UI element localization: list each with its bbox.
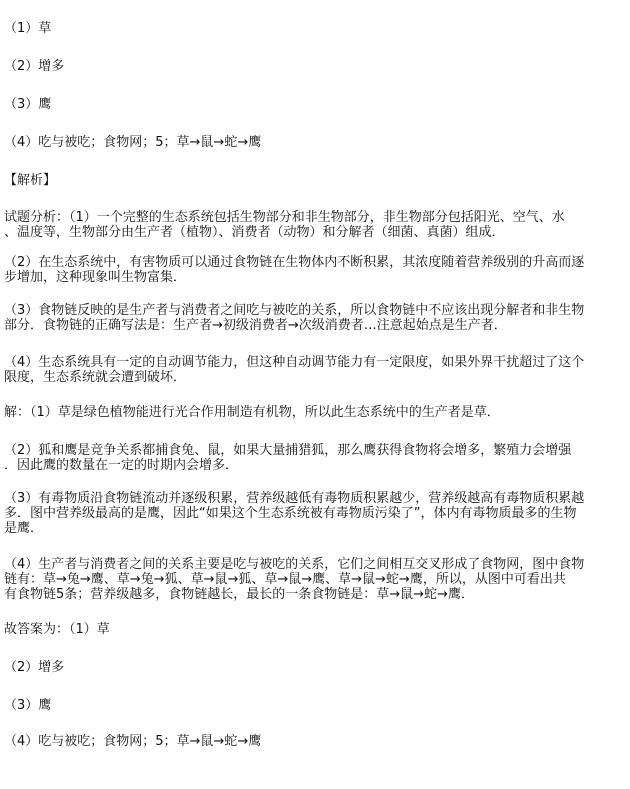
analysis-p4-line-1: （4）生态系统具有一定的自动调节能力，但这种自动调节能力有一定限度，如果外界干扰超过了这个 — [4, 355, 585, 370]
analysis-p2-line-2: 步增加，这种现象叫生物富集． — [4, 270, 187, 285]
analysis-p3-line-1: （3）食物链反映的是生产者与消费者之间吃与被吃的关系，所以食物链中不应该出现分解者和非生物 — [4, 303, 585, 318]
solution-paragraph-4 — [4, 557, 626, 602]
final-answer-2: （2）增多 — [4, 660, 65, 675]
answer-4: （4）吃与被吃；食物网；5；草→鼠→蛇→鹰 — [4, 135, 262, 150]
solution-p3-line-2: 多．图中营养级最高的是鹰，因此“如果这个生态系统被有毒物质污染了”，体内有毒物质最多的生物 — [4, 506, 577, 521]
answer-1: （1）草 — [4, 21, 52, 36]
solution-p4-line-3: 有食物链5条；营养级越多，食物链越长，最长的一条食物链是：草→鼠→蛇→鹰． — [4, 587, 474, 602]
solution-paragraph-3 — [4, 491, 626, 536]
analysis-paragraph-1 — [4, 210, 626, 240]
analysis-header: 【解析】 — [4, 173, 57, 188]
answer-2: （2）增多 — [4, 59, 65, 74]
analysis-paragraph-3 — [4, 303, 626, 333]
analysis-paragraph-4 — [4, 355, 626, 385]
solution-p2-line-2: ．因此鹰的数量在一定的时期内会增多． — [4, 458, 239, 473]
solution-p3-line-1: （3）有毒物质沿食物链流动并逐级积累，营养级越低有毒物质积累越少，营养级越高有毒物质积累越 — [4, 491, 585, 506]
analysis-p4-line-2: 限度，生态系统就会遭到破坏． — [4, 370, 187, 385]
solution-paragraph-2 — [4, 443, 626, 473]
analysis-p1-line-1: 试题分析：（1）一个完整的生态系统包括生物部分和非生物部分，非生物部分包括阳光、空气、水 — [4, 210, 565, 225]
final-answer-3: （3）鹰 — [4, 698, 52, 713]
solution-p4-line-2: 链有：草→兔→鹰、草→兔→狐、草→鼠→狐、草→鼠→鹰、草→鼠→蛇→鹰，所以，从图中可看出共 — [4, 572, 566, 587]
final-answer-1: 故答案为：（1）草 — [4, 622, 110, 637]
solution-p3-line-3: 是鹰． — [4, 521, 44, 536]
analysis-p1-line-2: 、温度等，生物部分由生产者（植物）、消费者（动物）和分解者（细菌、真菌）组成． — [4, 225, 505, 240]
answer-3: （3）鹰 — [4, 97, 52, 112]
solution-p2-line-1: （2）狐和鹰是竞争关系都捕食兔、鼠，如果大量捕猎狐，那么鹰获得食物将会增多，繁殖力会增强 — [4, 443, 572, 458]
final-answer-4: （4）吃与被吃；食物网；5；草→鼠→蛇→鹰 — [4, 734, 262, 749]
analysis-p2-line-1: （2）在生态系统中，有害物质可以通过食物链在生物体内不断积累，其浓度随着营养级别的升高而逐 — [4, 255, 585, 270]
solution-p4-line-1: （4）生产者与消费者之间的关系主要是吃与被吃的关系，它们之间相互交叉形成了食物网，图中食物 — [4, 557, 585, 572]
analysis-p3-line-2: 部分．食物链的正确写法是：生产者→初级消费者→次级消费者…注意起始点是生产者． — [4, 318, 507, 333]
solution-1: 解：（1）草是绿色植物能进行光合作用制造有机物，所以此生态系统中的生产者是草． — [4, 405, 500, 420]
analysis-paragraph-2 — [4, 255, 626, 285]
